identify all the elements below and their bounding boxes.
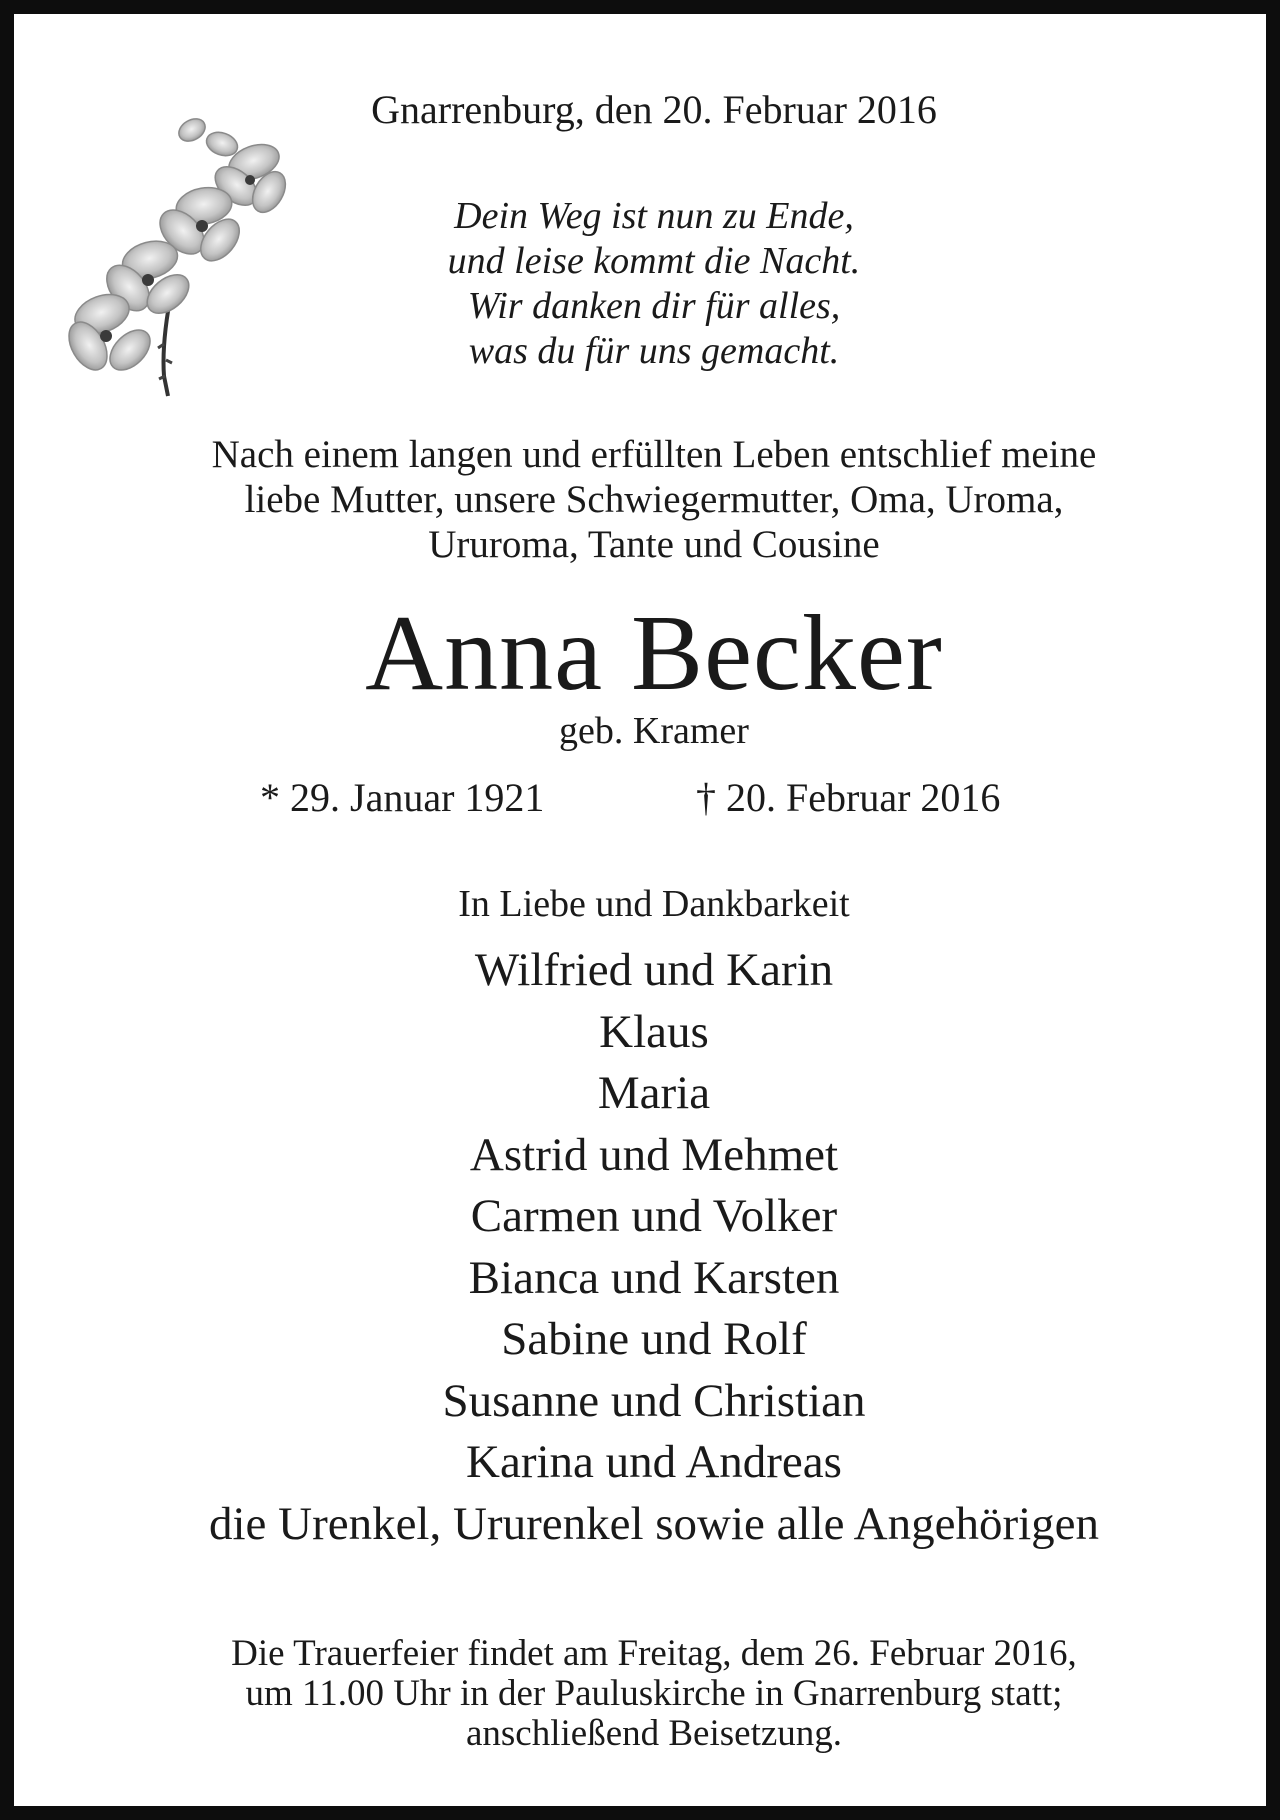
mourners-list [14, 940, 1280, 1555]
intro-text [14, 432, 1280, 567]
service-line: Die Trauerfeier findet am Freitag, dem 26. Februar 2016, [231, 1633, 1077, 1674]
service-info [14, 1634, 1280, 1754]
mourner: Carmen und Volker [470, 1190, 838, 1242]
poem-line: Dein Weg ist nun zu Ende, [454, 195, 854, 237]
intro-line: liebe Mutter, unsere Schwiegermutter, Oma, Uroma, [244, 478, 1064, 521]
mourner: Sabine und Rolf [501, 1313, 807, 1365]
poem [14, 194, 1280, 374]
mourner: Karina und Andreas [466, 1436, 842, 1488]
mourner: Susanne und Christian [442, 1374, 866, 1427]
mourner: Bianca und Karsten [468, 1251, 840, 1304]
intro-line: Ururoma, Tante und Cousine [428, 523, 880, 566]
service-line: anschließend Beisetzung. [465, 1713, 843, 1754]
maiden-name: geb. Kramer [559, 710, 749, 752]
birth-date: * 29. Januar 1921 [260, 775, 545, 820]
mourner: Klaus [599, 1005, 709, 1058]
place-date: Gnarrenburg, den 20. Februar 2016 [371, 87, 937, 132]
mourner: Wilfried und Karin [474, 944, 834, 996]
mourner: Astrid und Mehmet [469, 1128, 839, 1181]
poem-line: Wir danken dir für alles, [467, 285, 841, 327]
deceased-name: Anna Becker [365, 594, 943, 713]
death-date: † 20. Februar 2016 [696, 775, 1001, 820]
poem-line: und leise kommt die Nacht. [447, 240, 861, 282]
closing-phrase: In Liebe und Dankbarkeit [458, 883, 850, 925]
intro-line: Nach einem langen und erfüllten Leben entschlief meine [211, 433, 1097, 476]
mourner: die Urenkel, Ururenkel sowie alle Angehörigen [208, 1497, 1100, 1550]
service-line: um 11.00 Uhr in der Pauluskirche in Gnarrenburg statt; [245, 1673, 1063, 1714]
poem-line: was du für uns gemacht. [468, 330, 840, 372]
mourner: Maria [597, 1067, 711, 1119]
